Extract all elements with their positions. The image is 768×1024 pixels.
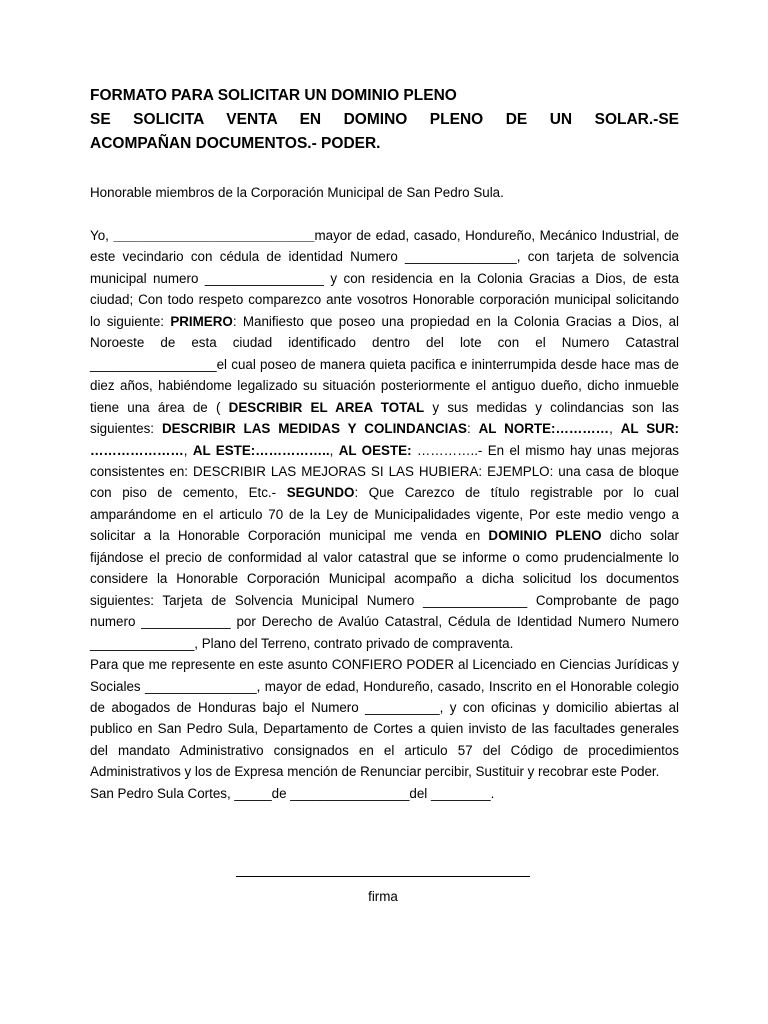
document-body (90, 225, 679, 804)
text-span: , (183, 442, 193, 458)
signature-block (236, 876, 530, 904)
text-span: , (329, 442, 339, 458)
text-span: : (466, 421, 479, 437)
bold-al-norte: AL NORTE:………… (478, 421, 610, 437)
request-paragraph (90, 225, 679, 654)
text-span: mayor de edad, casado, Hondureño, Mecánico Industrial, de este vecindario con cédula de identidad Numero _______________, con tarjeta de solvencia municipal numero ________________ y con residencia en la Colonia Gracias a Dios, de esta ciudad; Con todo respeto comparezco ante vosotros Honorable corporación municipal solicitando lo siguiente: (90, 228, 679, 329)
bold-al-este: AL ESTE:…………….. (192, 442, 330, 458)
document-page (90, 84, 679, 804)
document-title: FORMATO PARA SOLICITAR UN DOMINIO PLENO (90, 87, 457, 104)
text-span: …………..- En el mismo hay unas mejoras consistentes en: DESCRIBIR LAS MEJORAS SI LAS HUBIERA: EJEMPLO: una casa de bloque con piso de cemento, Etc.- (90, 442, 679, 501)
clause-segundo: SEGUNDO (286, 485, 355, 501)
text-span: dicho solar fijándose el precio de conformidad al valor catastral que se informe o como prudencialmente lo considere la Honorable Corporación Municipal acompaño a dicha solicitud los documentos siguientes: Tarjeta de Solvencia Municipal Numero ______________ Comprobante de pago numero ____________ por Derecho de Avalúo Catastral, Cédula de Identidad Numero Numero ______________, Plano del Terreno, contrato privado de compraventa. (90, 528, 679, 651)
bold-area-total: DESCRIBIR EL AREA TOTAL (228, 399, 425, 415)
bold-al-oeste: AL OESTE: (338, 442, 412, 458)
salutation: Honorable miembros de la Corporación Municipal de San Pedro Sula. (90, 185, 504, 200)
signature-label: firma (368, 889, 398, 904)
text-span: Yo, (90, 228, 114, 243)
name-blank: ___________________________ (113, 228, 315, 243)
document-subtitle-line-2: ACOMPAÑAN DOCUMENTOS.- PODER. (90, 135, 381, 152)
bold-al-sur: AL SUR: ………………… (90, 421, 679, 458)
text-span: : Que Carezco de título registrable por lo cual amparándome en el articulo 70 de la Ley de Municipalidades vigente, Por este medio vengo a solicitar a la Honorable Corporación municipal me venda en (90, 485, 679, 544)
bold-medidas: DESCRIBIR LAS MEDIDAS Y COLINDANCIAS (161, 421, 467, 437)
bold-dominio-pleno: DOMINIO PLENO (488, 528, 602, 544)
place-date-line: San Pedro Sula Cortes, _____de ________________del ________. (90, 785, 495, 801)
power-of-attorney-paragraph: Para que me represente en este asunto CONFIERO PODER al Licenciado en Ciencias Jurídicas y Sociales _______________, mayor de edad, Hondureño, casado, Inscrito en el Honorable colegio de abogados de Honduras bajo el Numero __________, y con oficinas y domicilio abiertas al publico en San Pedro Sula, Departamento de Cortes a quien invisto de las facultades generales del mandato Administrativo consignados en el articulo 57 del Código de procedimientos Administrativos y los de Expresa mención de Renunciar percibir, Sustituir y recobrar este Poder. (90, 657, 679, 780)
text-span: y sus medidas y colindancias son las siguientes: (90, 399, 679, 437)
text-span: : Manifiesto que poseo una propiedad en la Colonia Gracias a Dios, al Noroeste de esta ciudad identificado dentro del lote con el Numero Catastral _________________el cual poseo de manera quieta pacifica e ininterrumpida desde hace mas de diez años, habiéndome legalizado su situación posteriormente el antiguo dueño, dicho inmueble tiene una área de ( (90, 313, 679, 415)
text-span: , (609, 421, 621, 437)
document-subtitle-line-1: SE SOLICITA VENTA EN DOMINO PLENO DE UN SOLAR.-SE (90, 111, 679, 128)
clause-primero: PRIMERO (170, 313, 233, 329)
signature-line (236, 876, 530, 877)
